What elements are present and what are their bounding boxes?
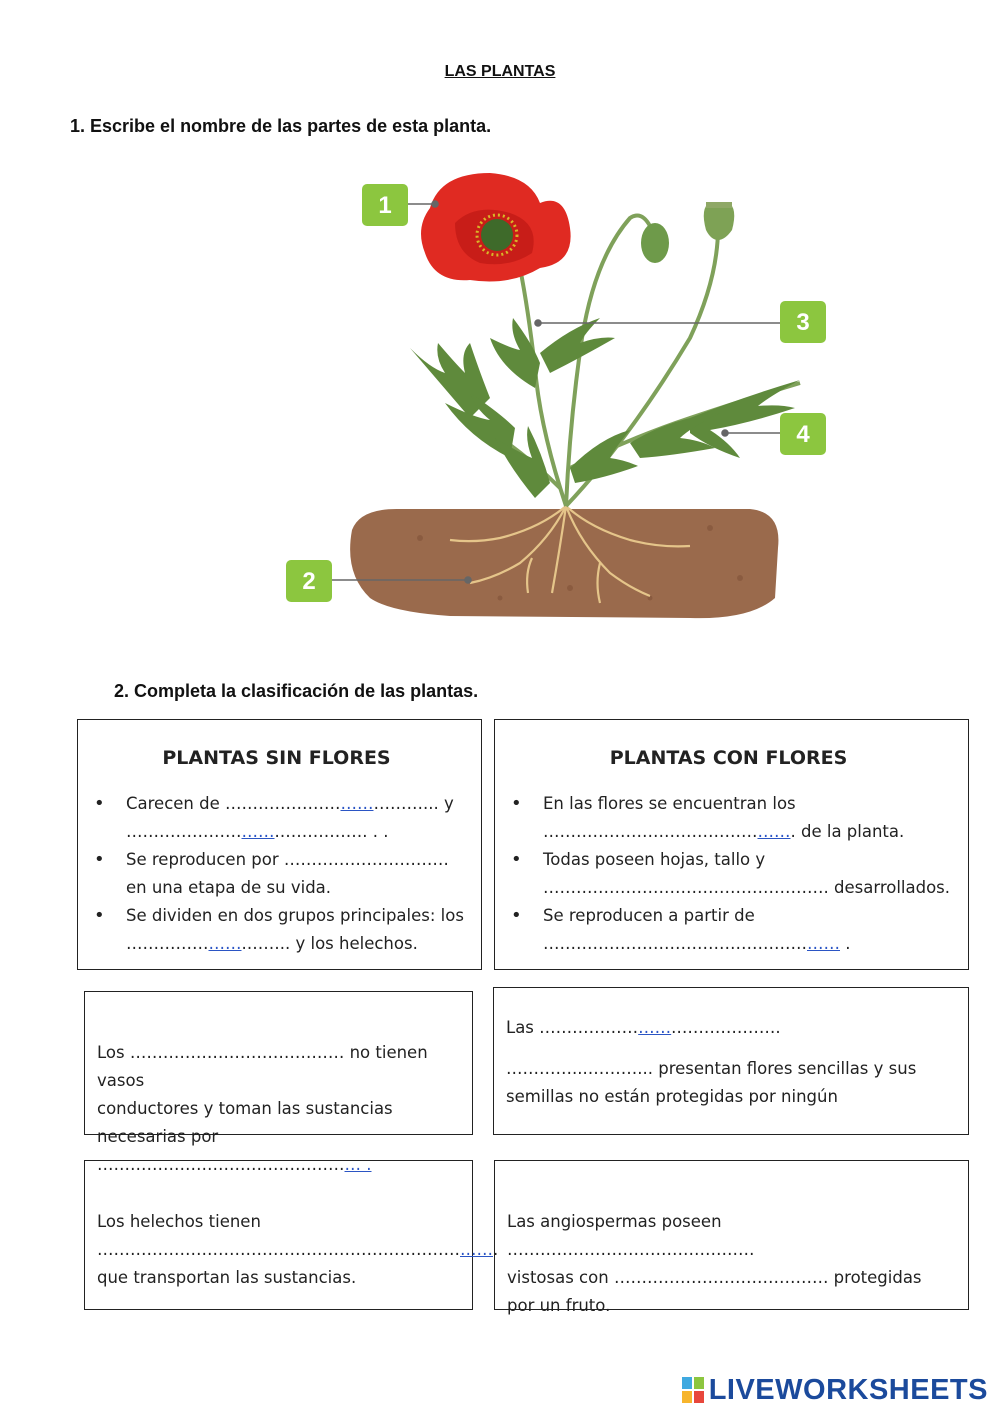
text-line: Las angiospermas poseen ………………………………………	[507, 1212, 755, 1259]
blank[interactable]: …………..	[506, 1059, 583, 1078]
blank[interactable]: ………………………………………	[97, 1155, 345, 1174]
callout-label-3	[780, 301, 826, 343]
worksheet-title: LAS PLANTAS	[444, 63, 556, 80]
blank-link[interactable]: … .	[344, 1155, 372, 1174]
blank[interactable]: ………………………………………	[507, 1240, 755, 1259]
list-item: • Carecen de ………………………………... y ……………………….……………. . .	[80, 790, 473, 846]
svg-text:4: 4	[796, 421, 810, 448]
blank-link[interactable]: ……	[208, 934, 242, 953]
question-2: 2. Completa la clasificación de las plantas.	[114, 681, 479, 701]
text-line: vistosas con ………………………………… protegidas	[507, 1268, 922, 1287]
box-plantas-sin-flores	[77, 719, 482, 970]
list-item: • Todas poseen hojas, tallo y ……………………………………………. desarrollados.	[497, 846, 960, 902]
callout-label-2	[286, 560, 332, 602]
text-line: Los helechos tienen	[97, 1212, 261, 1231]
logo-text: LIVEWORKSHEETS	[708, 1373, 988, 1406]
blank[interactable]: ……………………………………………	[543, 878, 824, 897]
list-item: • Se reproducen por ………………………… en una etapa de su vida.	[80, 846, 473, 902]
callout-label-1	[362, 184, 408, 226]
box-helechos	[84, 1160, 499, 1310]
question-1: 1. Escribe el nombre de las partes de esta planta.	[70, 116, 492, 136]
list-item: • Se dividen en dos grupos principales: los ………………….…….. y los helechos.	[80, 902, 473, 958]
svg-text:1: 1	[378, 192, 392, 219]
box-heading: PLANTAS SIN FLORES	[162, 747, 391, 769]
blank-link[interactable]: ……	[340, 794, 374, 813]
box-angiospermas	[494, 1160, 969, 1315]
soil-mound	[350, 509, 778, 618]
box-plantas-con-flores	[494, 719, 969, 970]
svg-text:2: 2	[302, 568, 316, 595]
list-item: • Se reproducen a partir de ……………………………………………… .	[497, 902, 960, 958]
text-line: conductores y toman las sustancias	[97, 1099, 393, 1118]
text-line: Las …………………….……………….	[506, 1018, 781, 1037]
text-line: necesarias por ………………………………………… .	[97, 1127, 372, 1174]
blank-link[interactable]: ……	[807, 934, 840, 953]
leaves	[410, 318, 800, 498]
box-musgos	[84, 991, 473, 1174]
blank[interactable]: ………………	[539, 1018, 639, 1037]
callout-label-4	[780, 413, 826, 455]
box-heading: PLANTAS CON FLORES	[609, 747, 848, 769]
blank[interactable]: …………………………	[283, 850, 449, 869]
blank[interactable]: …………………………………………………………	[97, 1240, 460, 1259]
blank[interactable]: …………………………………	[129, 1043, 345, 1062]
blank[interactable]: …………………………………………	[543, 934, 807, 953]
text-line: Los ………………………………… no tienen vasos	[97, 1043, 428, 1090]
text-line: …………...………... presentan flores sencillas y sus	[506, 1059, 917, 1078]
seed-pod	[641, 223, 669, 263]
blank[interactable]: …………………	[225, 794, 341, 813]
text-line: que transportan las sustancias.	[97, 1268, 357, 1287]
list-item: • En las flores se encuentran los ………………………………………. de la planta.	[497, 790, 960, 846]
blank[interactable]: …………………………………	[543, 822, 758, 841]
blank-link[interactable]: ……	[638, 1018, 672, 1037]
blank[interactable]: ……………	[126, 934, 209, 953]
poppy-flower	[421, 173, 571, 282]
logo-icon	[682, 1377, 704, 1403]
svg-text:3: 3	[796, 309, 810, 336]
blank-link[interactable]: ……	[241, 822, 275, 841]
blank[interactable]: …………………………………	[613, 1268, 829, 1287]
box-gimnospermas	[493, 987, 969, 1135]
blank-link[interactable]: ……	[460, 1240, 493, 1259]
text-line: semillas no están protegidas por ningún	[506, 1087, 838, 1106]
blank-link[interactable]: ……	[757, 822, 791, 841]
poppy-plant-illustration	[270, 168, 840, 630]
text-line: por un fruto.	[507, 1296, 611, 1315]
liveworksheets-logo	[682, 1374, 988, 1406]
blank[interactable]: …………………	[126, 822, 242, 841]
text-line: ……………………………………………………………….	[97, 1240, 499, 1259]
